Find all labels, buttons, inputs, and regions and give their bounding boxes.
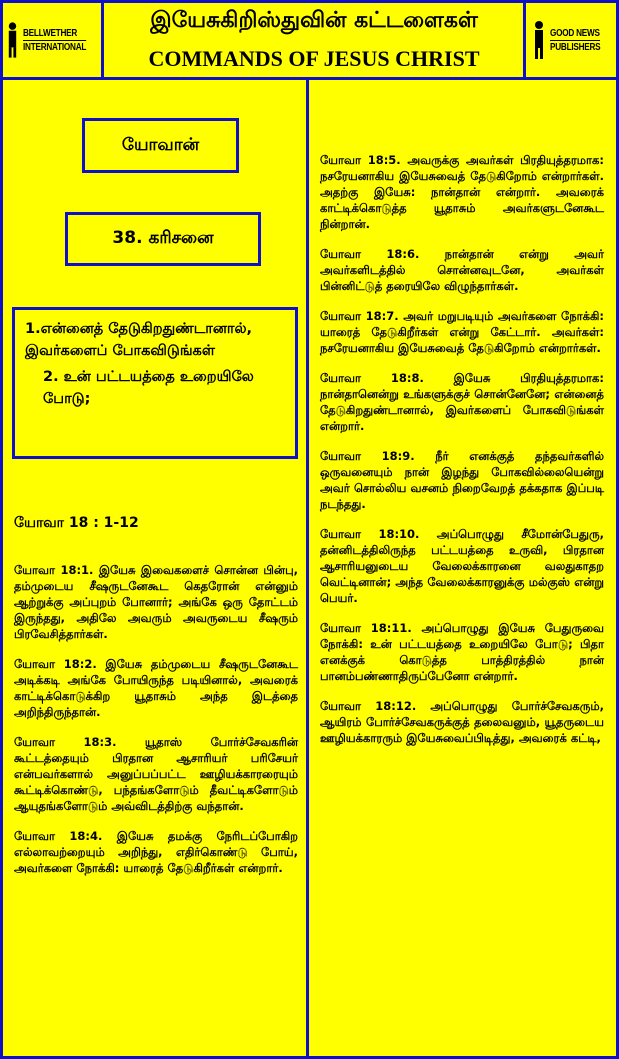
verse-paragraph: யோவா 18:11. அப்பொழுது இயேசு பேதுருவை நோக்கி: உன் பட்டயத்தை உறையிலே போடு; பிதா எனக்குக் கொடுத்த பாத்திரத்தில் நான் பானம்பண்ணாதிருப்பேனோ என்றார்.: [320, 621, 604, 683]
verse-paragraph: யோவா 18:9. நீர் எனக்குத் தந்தவர்களில் ஒருவனையும் நான் இழந்து போகவில்லையென்று அவர் சொல்லிய வசனம் நிறைவேறத் தக்கதாக இப்படி நடந்தது.: [320, 449, 604, 511]
commands-box: [12, 307, 298, 459]
verse-paragraph: யோவா 18:7. அவர் மறுபடியும் அவர்களை நோக்கி: யாரைத் தேடுகிறீர்கள் என்று கேட்டார். அவர்கள்: நசரேயனாகிய இயேசுவைத் தேடுகிறோம் என்றார்கள்.: [320, 309, 604, 355]
left-logo-line1: BELLWETHER: [23, 27, 86, 41]
shepherd-icon: [6, 20, 19, 60]
verse-paragraph: யோவா 18:1. இயேசு இவைகளைச் சொன்ன பின்பு, தம்முடைய சீஷருடனேகூட கெதரோன் என்னும் ஆற்றுக்கு அப்புறம் போனார்; அங்கே ஒரு தோட்டம் இருந்தது, அதிலே அவரும் அவருடைய சீஷரும் பிரவேசித்தார்கள்.: [14, 563, 298, 641]
section-title: 38. கரிசனை: [112, 228, 214, 248]
section-title-box: [65, 212, 261, 266]
header-divider-right: [523, 0, 526, 80]
verse-paragraph: யோவா 18:4. இயேசு தமக்கு நேரிடப்போகிற எல்லாவற்றையும் அறிந்து, எதிர்கொண்டு போய், அவர்களை நோக்கி: யாரைத் தேடுகிறீர்கள் என்றார்.: [14, 829, 298, 875]
command-1: 1.என்னைத் தேடுகிறதுண்டானால், இவர்களைப் போகவிடுங்கள்: [25, 321, 253, 359]
title-tamil: இயேசுகிறிஸ்துவின் கட்டளைகள்: [150, 8, 478, 33]
verse-paragraph: யோவா 18:8. இயேசு பிரதியுத்தரமாக: நான்தானென்று உங்களுக்குச் சொன்னேனே; என்னைத் தேடுகிறதுண்டானால், இவர்களைப் போகவிடுங்கள் என்றார்.: [320, 371, 604, 433]
shepherd-icon: [532, 20, 546, 60]
verse-paragraph: யோவா 18:3. யூதாஸ் போர்ச்சேவகரின் கூட்டத்தையும் பிரதான ஆசாரியர் பரிசேயர் என்பவர்களால் அனுப்பப்பட்ட ஊழியக்காரரையும் கூட்டிக்கொண்டு, பந்தங்களோடும் தீவட்டிகளோடும் ஆயுதங்களோடும் அவ்விடத்திற்கு வந்தான்.: [14, 735, 298, 813]
verse-paragraph: யோவா 18:10. அப்பொழுது சீமோன்பேதுரு, தன்னிடத்திலிருந்த பட்டயத்தை உருவி, பிரதான ஆசாரியனுடைய வேலைக்காரனை வலதுகாதற வெட்டினான்; அந்த வேலைக்காரனுக்கு மல்குஸ் என்று பெயர்.: [320, 527, 604, 605]
right-logo-line2: PUBLISHERS: [550, 41, 601, 53]
scripture-reference: யோவா 18 : 1-12: [14, 515, 139, 531]
left-verses: [14, 562, 298, 890]
verse-paragraph: யோவா 18:6. நான்தான் என்று அவர் அவர்களிடத்தில் சொன்னவுடனே, அவர்கள் பின்னிட்டுத் தரையிலே விழுந்தார்கள்.: [320, 247, 604, 293]
command-2: 2. உன் பட்டயத்தை உறையிலே போடு;: [43, 369, 254, 407]
verse-paragraph: யோவா 18:12. அப்பொழுது போர்ச்சேவகரும், ஆயிரம் போர்ச்சேவகருக்குத் தலைவனும், யூதருடைய ஊழியக்காரரும் இயேசுவைப்பிடித்து, அவரைக் கட்டி,: [320, 699, 604, 745]
verse-paragraph: யோவா 18:5. அவருக்கு அவர்கள் பிரதியுத்தரமாக: நசரேயனாகிய இயேசுவைத் தேடுகிறோம் என்றார்கள். அதற்கு இயேசு: நான்தான் என்றார். அவரைக் காட்டிக்கொடுத்த யூதாசும் அவர்களுடனேகூட நின்றான்.: [320, 153, 604, 231]
right-verses: [320, 152, 604, 760]
header-divider-left: [101, 0, 104, 80]
left-logo-line2: INTERNATIONAL: [22, 41, 87, 53]
book-name-box: [82, 118, 239, 173]
verse-paragraph: யோவா 18:2. இயேசு தம்முடைய சீஷருடனேகூட அடிக்கடி அங்கே போயிருந்த படியினால், அவரைக் காட்டிக்கொடுக்கிற யூதாசும் அந்த இடத்தை அறிந்திருந்தான்.: [14, 657, 298, 719]
column-divider: [306, 80, 309, 1059]
good-news-logo: [528, 3, 616, 77]
bellwether-logo: [6, 3, 100, 77]
right-logo-line1: GOOD NEWS: [550, 27, 600, 39]
book-name: யோவான்: [121, 134, 200, 155]
title-english: COMMANDS OF JESUS CHRIST: [148, 46, 480, 71]
